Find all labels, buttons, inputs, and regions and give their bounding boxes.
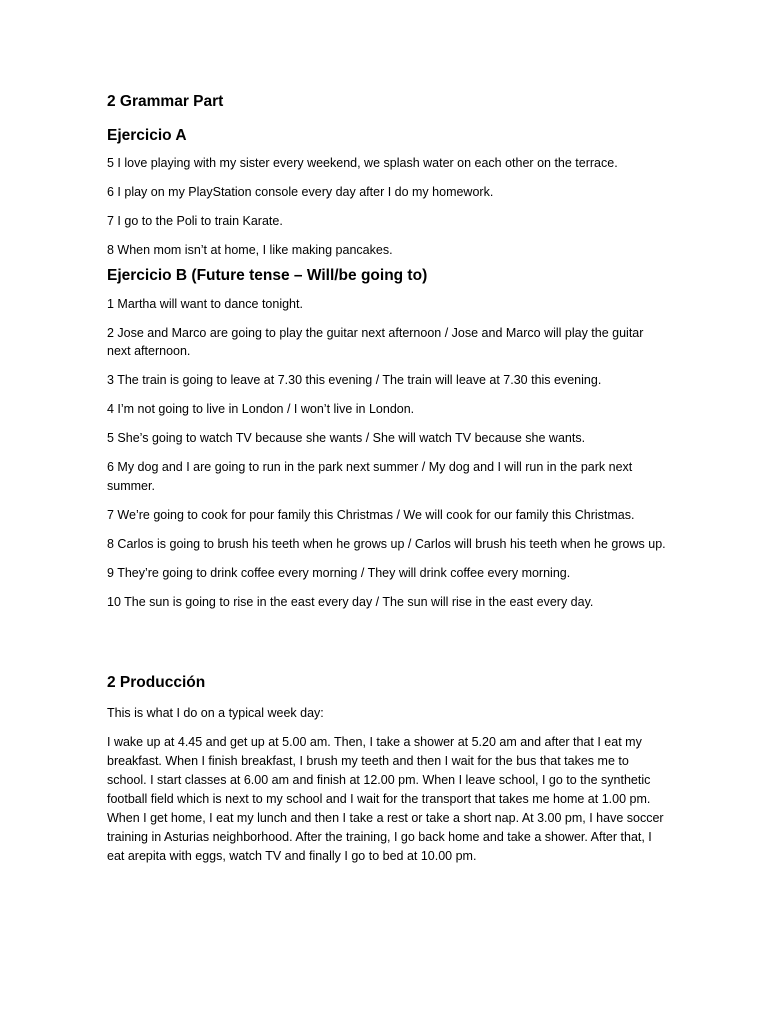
ejercicio-b-item: 8 Carlos is going to brush his teeth when he grows up / Carlos will brush his teeth when he grows up. <box>107 536 666 551</box>
produccion-heading: 2 Producción <box>107 674 206 691</box>
ejercicio-b-item: 2 Jose and Marco are going to play the guitar next afternoon / Jose and Marco will play the guitar next afternoon. <box>107 325 644 358</box>
produccion-intro: This is what I do on a typical week day: <box>107 706 324 720</box>
ejercicio-a-item: 7 I go to the Poli to train Karate. <box>107 214 283 228</box>
ejercicio-a-item: 6 I play on my PlayStation console every day after I do my homework. <box>107 185 494 199</box>
ejercicio-b-item: 6 My dog and I are going to run in the park next summer / My dog and I will run in the park next summer. <box>107 460 633 493</box>
ejercicio-b-heading: Ejercicio B (Future tense – Will/be going to) <box>107 266 428 284</box>
ejercicio-b-item: 3 The train is going to leave at 7.30 this evening / The train will leave at 7.30 this evening. <box>107 373 602 387</box>
ejercicio-b-item: 7 We’re going to cook for pour family this Christmas / We will cook for our family this Christmas. <box>107 507 635 522</box>
ejercicio-a-item: 5 I love playing with my sister every weekend, we splash water on each other on the terrace. <box>107 156 618 170</box>
produccion-body: I wake up at 4.45 and get up at 5.00 am. Then, I take a shower at 5.20 am and after that I eat my breakfast. When I finish breakfast, I brush my teeth and then I wait for the bus that takes me to school. I start classes at 6.00 am and finish at 12.00 pm. When I leave school, I go to the synthetic football field which is next to my school and I wait for the transport that takes me home at 1.00 pm. When I get home, I eat my lunch and then I take a rest or take a short nap. At 3.00 pm, I have soccer training in Asturias neighborhood. After the training, I go back home and take a shower. After that, I eat arepita with eggs, watch TV and finally I go to bed at 10.00 pm. <box>107 735 664 863</box>
ejercicio-b-item: 1 Martha will want to dance tonight. <box>107 296 303 311</box>
document-page <box>107 92 667 866</box>
ejercicio-b-item: 5 She’s going to watch TV because she wants / She will watch TV because she wants. <box>107 431 586 445</box>
ejercicio-b-item: 9 They’re going to drink coffee every morning / They will drink coffee every morning. <box>107 565 571 580</box>
ejercicio-a-heading: Ejercicio A <box>107 127 187 144</box>
ejercicio-b-item: 10 The sun is going to rise in the east every day / The sun will rise in the east every day. <box>107 594 594 609</box>
ejercicio-b-item: 4 I’m not going to live in London / I won’t live in London. <box>107 402 415 416</box>
grammar-heading: 2 Grammar Part <box>107 93 224 110</box>
ejercicio-a-item: 8 When mom isn’t at home, I like making pancakes. <box>107 243 393 257</box>
